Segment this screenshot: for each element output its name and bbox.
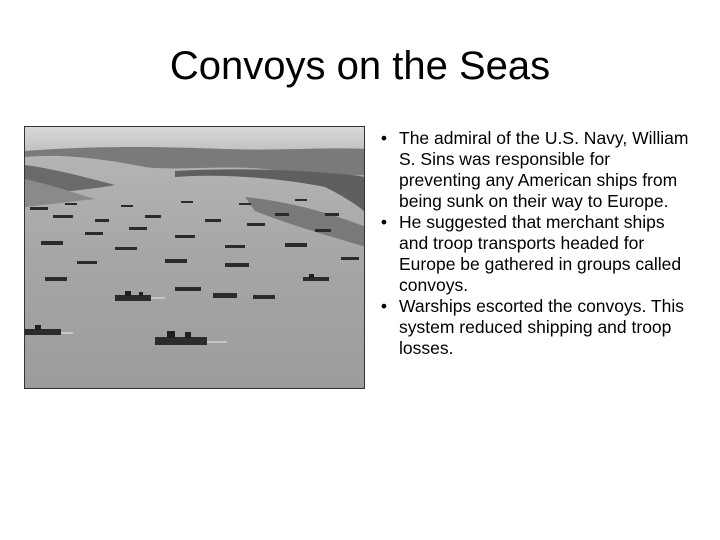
bullet-text: The admiral of the U.S. Navy, William S. Sins was responsible for preventing any American ships from being sunk on their way to Europe. — [399, 128, 689, 211]
slide-title: Convoys on the Seas — [169, 44, 551, 88]
bullet-item — [376, 128, 696, 212]
bullet-item — [376, 296, 696, 359]
bullet-list — [376, 128, 696, 359]
bullet-dot-icon: • — [380, 296, 388, 316]
convoy-photo — [24, 126, 365, 389]
bullet-dot-icon: • — [380, 212, 388, 232]
bullet-dot-icon: • — [380, 128, 388, 148]
bullet-text: Warships escorted the convoys. This system reduced shipping and troop losses. — [399, 296, 684, 358]
bullet-item — [376, 212, 696, 296]
bullet-text: He suggested that merchant ships and troop transports headed for Europe be gathered in groups called convoys. — [399, 212, 682, 295]
